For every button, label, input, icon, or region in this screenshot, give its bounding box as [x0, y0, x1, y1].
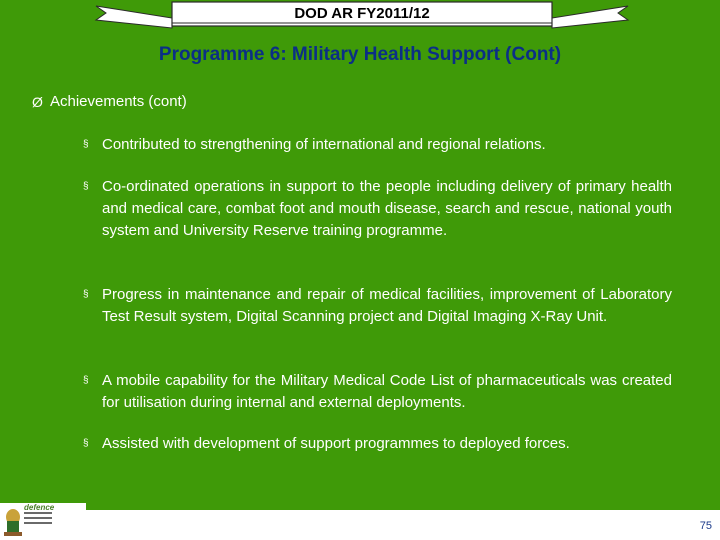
page-title: Programme 6: Military Health Support (Cont) — [158, 44, 562, 65]
section-heading-label: Achievements (cont) — [50, 93, 187, 110]
list-item-text: Contributed to strengthening of international and regional relations. — [102, 136, 546, 153]
square-bullet-icon: § — [83, 289, 89, 300]
banner-title: DOD AR FY2011/12 — [294, 5, 430, 22]
list-item — [83, 134, 672, 156]
square-bullet-icon: § — [83, 181, 89, 192]
list-item — [83, 370, 672, 414]
footer-bar — [0, 510, 720, 540]
coat-of-arms-icon — [2, 507, 24, 537]
arrow-bullet-icon: Ø — [32, 94, 43, 110]
list-item-text: Co-ordinated operations in support to the people including delivery of primary health and medical care, combat foot and mouth disease, search and rescue, national youth system and University Reserve training programme. — [102, 178, 672, 239]
square-bullet-icon: § — [83, 438, 89, 449]
list-item-text: Progress in maintenance and repair of medical facilities, improvement of Laboratory Test Result system, Digital Scanning project and Digital Imaging X-Ray Unit. — [102, 286, 672, 325]
list-item — [83, 284, 672, 328]
list-item-text: A mobile capability for the Military Medical Code List of pharmaceuticals was created for utilisation during internal and external deployments. — [102, 372, 672, 411]
logo-text-lines — [24, 512, 52, 527]
list-item-text: Assisted with development of support programmes to deployed forces. — [102, 435, 570, 452]
page-number: 75 — [699, 520, 712, 532]
list-item — [83, 176, 672, 242]
square-bullet-icon: § — [83, 139, 89, 150]
list-item — [83, 433, 672, 455]
section-heading — [32, 92, 187, 112]
square-bullet-icon: § — [83, 375, 89, 386]
logo-wordmark: defence — [24, 503, 55, 512]
